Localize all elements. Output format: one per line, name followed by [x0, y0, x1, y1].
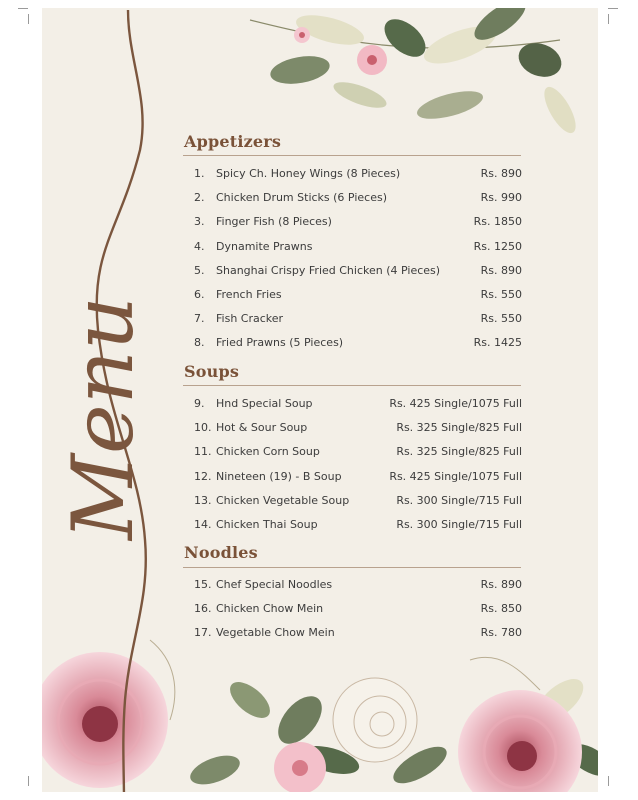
menu-item-row: [194, 494, 522, 512]
item-name: Chicken Vegetable Soup: [216, 493, 350, 507]
menu-item-row: [194, 518, 522, 536]
section-title: Soups: [184, 362, 240, 381]
item-price: Rs. 300 Single/715 Full: [396, 518, 522, 531]
menu-item-row: [194, 288, 522, 306]
section-divider: [183, 385, 521, 386]
item-price: Rs. 780: [480, 626, 522, 640]
section-title: Noodles: [184, 543, 258, 562]
item-number: 8.: [194, 336, 205, 350]
menu-item-row: [194, 240, 522, 258]
menu-item-row: [194, 578, 522, 596]
menu-item-row: [194, 421, 522, 439]
item-price: Rs. 550: [480, 288, 522, 301]
menu-item-row: [194, 167, 522, 185]
item-name: Chicken Corn Soup: [216, 445, 320, 459]
item-number: 1.: [194, 167, 205, 180]
item-name: Hnd Special Soup: [216, 397, 313, 410]
menu-item-row: [194, 336, 522, 354]
item-price: Rs. 890: [480, 167, 522, 180]
item-name: Chicken Chow Mein: [216, 602, 324, 616]
item-number: 7.: [194, 312, 205, 326]
item-number: 3.: [194, 215, 205, 229]
menu-item-row: [194, 470, 522, 488]
menu-item-row: [194, 445, 522, 463]
item-price: Rs. 425 Single/1075 Full: [389, 397, 522, 410]
item-price: Rs. 850: [480, 602, 522, 616]
item-name: Finger Fish (8 Pieces): [216, 215, 332, 229]
item-price: Rs. 1250: [473, 239, 522, 253]
menu-item-row: [194, 215, 522, 233]
item-number: 5.: [194, 263, 205, 277]
item-price: Rs. 890: [480, 578, 522, 591]
item-number: 11.: [194, 445, 212, 459]
item-name: Fish Cracker: [216, 312, 284, 326]
item-number: 10.: [194, 421, 212, 435]
item-number: 4.: [194, 239, 205, 253]
item-number: 16.: [194, 602, 212, 616]
section-divider: [183, 567, 521, 568]
item-name: Spicy Ch. Honey Wings (8 Pieces): [216, 167, 401, 180]
item-price: Rs. 300 Single/715 Full: [396, 493, 522, 507]
item-price: Rs. 1850: [473, 215, 522, 229]
item-number: 12.: [194, 469, 212, 483]
menu-item-row: [194, 397, 522, 415]
item-number: 9.: [194, 397, 205, 410]
menu-item-row: [194, 264, 522, 282]
item-price: Rs. 425 Single/1075 Full: [389, 469, 522, 483]
item-number: 17.: [194, 626, 212, 640]
item-name: Vegetable Chow Mein: [216, 626, 335, 640]
item-price: Rs. 550: [480, 312, 522, 326]
item-price: Rs. 990: [480, 191, 522, 205]
item-number: 2.: [194, 191, 205, 205]
item-price: Rs. 325 Single/825 Full: [396, 421, 522, 435]
menu-item-row: [194, 626, 522, 644]
item-name: Hot & Sour Soup: [216, 421, 308, 435]
item-price: Rs. 890: [480, 263, 522, 277]
item-price: Rs. 1425: [473, 336, 522, 350]
item-name: Chicken Drum Sticks (6 Pieces): [216, 191, 387, 205]
svg-text:Menu: Menu: [54, 296, 152, 540]
item-number: 13.: [194, 493, 212, 507]
menu-item-row: [194, 191, 522, 209]
item-name: Nineteen (19) - B Soup: [216, 469, 342, 483]
item-name: Chicken Thai Soup: [216, 518, 318, 531]
item-number: 14.: [194, 518, 212, 531]
item-number: 6.: [194, 288, 205, 301]
item-name: Chef Special Noodles: [216, 578, 333, 591]
menu-item-row: [194, 312, 522, 330]
section-divider: [183, 155, 521, 156]
item-name: French Fries: [216, 288, 282, 301]
menu-item-row: [194, 602, 522, 620]
item-name: Shanghai Crispy Fried Chicken (4 Pieces): [216, 263, 441, 277]
item-name: Dynamite Prawns: [216, 239, 313, 253]
section-title: Appetizers: [184, 132, 282, 151]
item-price: Rs. 325 Single/825 Full: [396, 445, 522, 459]
item-name: Fried Prawns (5 Pieces): [216, 336, 344, 350]
item-number: 15.: [194, 578, 212, 591]
